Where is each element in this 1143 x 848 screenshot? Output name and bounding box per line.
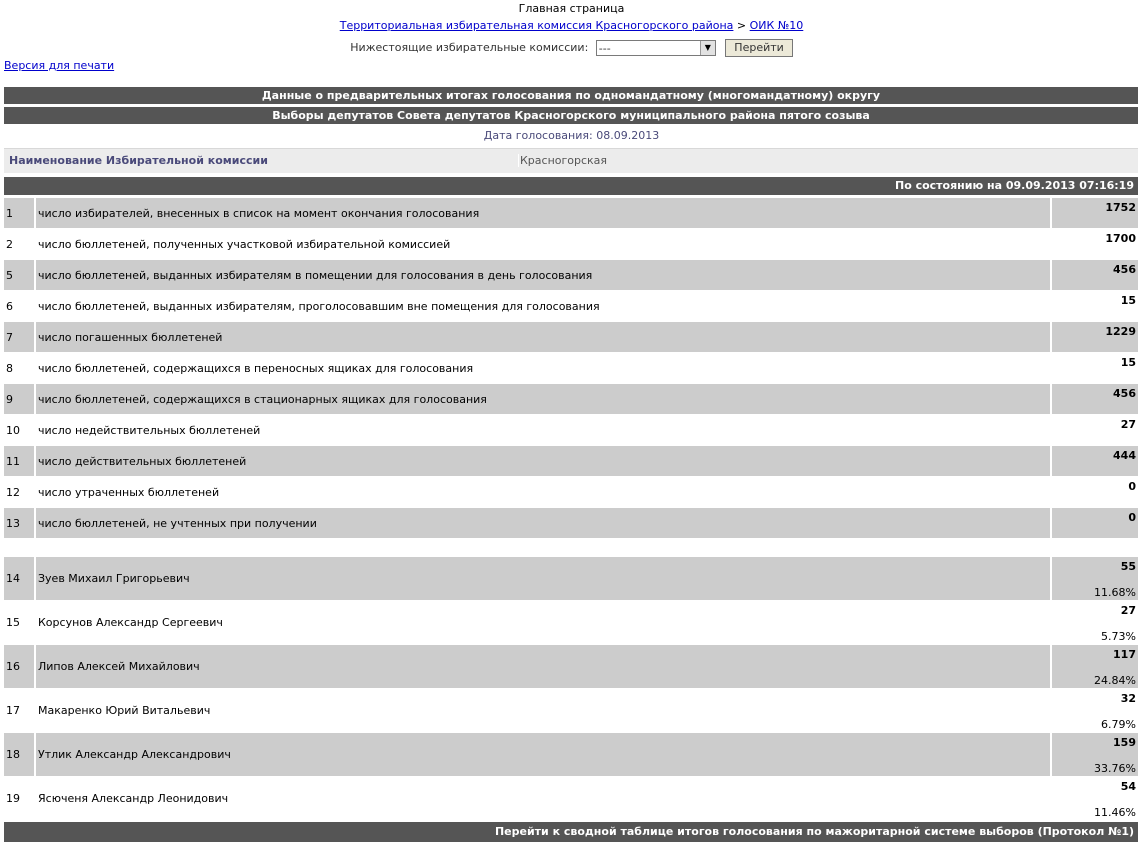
protocol-row: [4, 508, 1138, 538]
protocol-row: [4, 229, 1138, 259]
candidate-percent: 5.73%: [1101, 630, 1136, 643]
protocol-name: число погашенных бюллетеней: [38, 331, 223, 344]
protocol-name: число бюллетеней, полученных участковой избирательной комиссией: [38, 238, 451, 251]
breadcrumb-tik-link[interactable]: Территориальная избирательная комиссия Красногорского района: [339, 19, 734, 32]
column-divider: [34, 689, 36, 732]
protocol-row: [4, 322, 1138, 352]
column-divider: [1050, 477, 1052, 507]
protocol-number: 9: [6, 393, 13, 406]
column-divider: [1050, 322, 1052, 352]
candidate-name: Липов Алексей Михайлович: [38, 660, 200, 673]
column-divider: [1050, 557, 1052, 600]
column-divider: [1050, 645, 1052, 688]
protocol-number: 5: [6, 269, 13, 282]
column-divider: [1050, 446, 1052, 476]
candidate-row: [4, 645, 1138, 688]
protocol-name: число бюллетеней, выданных избирателям, проголосовавшим вне помещения для голосования: [38, 300, 600, 313]
column-divider: [1050, 508, 1052, 538]
protocol-value: 15: [1120, 356, 1136, 369]
protocol-value: 15: [1120, 294, 1136, 307]
candidate-percent: 33.76%: [1094, 762, 1136, 775]
protocol-name: число бюллетеней, содержащихся в переносных ящиках для голосования: [38, 362, 474, 375]
protocol-value: 0: [1128, 480, 1136, 493]
candidate-row: [4, 777, 1138, 820]
candidate-number: 15: [6, 616, 20, 629]
candidate-number: 19: [6, 792, 20, 805]
print-version-link[interactable]: Версия для печати: [4, 59, 115, 72]
column-divider: [34, 384, 36, 414]
column-divider: [34, 446, 36, 476]
protocol-name: число утраченных бюллетеней: [38, 486, 220, 499]
candidate-row: [4, 601, 1138, 644]
lower-commissions-selected: ---: [598, 42, 611, 55]
breadcrumb: [0, 19, 1143, 32]
column-divider: [1050, 384, 1052, 414]
column-divider: [34, 601, 36, 644]
column-divider: [34, 353, 36, 383]
protocol-name: число бюллетеней, выданных избирателям в помещении для голосования в день голосования: [38, 269, 593, 282]
breadcrumb-oik-link[interactable]: ОИК №10: [749, 19, 804, 32]
protocol-number: 11: [6, 455, 20, 468]
protocol-number: 6: [6, 300, 13, 313]
protocol-row: [4, 415, 1138, 445]
lower-commissions-form: [0, 39, 1143, 57]
candidate-row: [4, 689, 1138, 732]
column-divider: [34, 508, 36, 538]
summary-table-link[interactable]: Перейти к сводной таблице итогов голосования по мажоритарной системе выборов (Протокол №1): [4, 822, 1138, 842]
column-divider: [34, 477, 36, 507]
protocol-value: 444: [1113, 449, 1136, 462]
candidate-value: 159: [1113, 736, 1136, 749]
protocol-row: [4, 446, 1138, 476]
protocol-number: 8: [6, 362, 13, 375]
column-divider: [1050, 260, 1052, 290]
column-divider: [34, 557, 36, 600]
candidate-percent: 6.79%: [1101, 718, 1136, 731]
protocol-row: [4, 260, 1138, 290]
candidate-number: 18: [6, 748, 20, 761]
candidate-name: Утлик Александр Александрович: [38, 748, 231, 761]
status-bar: По состоянию на 09.09.2013 07:16:19: [4, 177, 1138, 195]
election-title: Выборы депутатов Совета депутатов Красногорского муниципального района пятого созыва: [4, 107, 1138, 124]
protocol-row: [4, 353, 1138, 383]
candidate-percent: 24.84%: [1094, 674, 1136, 687]
protocol-row: [4, 384, 1138, 414]
candidate-name: Макаренко Юрий Витальевич: [38, 704, 211, 717]
protocol-number: 10: [6, 424, 20, 437]
protocol-number: 13: [6, 517, 20, 530]
protocol-number: 1: [6, 207, 13, 220]
protocol-name: число действительных бюллетеней: [38, 455, 247, 468]
column-divider: [1050, 229, 1052, 259]
column-divider: [34, 733, 36, 776]
lower-commissions-label: Нижестоящие избирательные комиссии:: [350, 41, 589, 54]
protocol-value: 456: [1113, 263, 1136, 276]
home-link[interactable]: Главная страница: [518, 2, 625, 15]
column-divider: [1050, 689, 1052, 732]
protocol-value: 0: [1128, 511, 1136, 524]
column-divider: [1050, 353, 1052, 383]
protocol-value: 456: [1113, 387, 1136, 400]
commission-value: Красногорская: [520, 154, 608, 167]
candidate-number: 17: [6, 704, 20, 717]
candidate-value: 32: [1120, 692, 1136, 705]
column-divider: [34, 198, 36, 228]
breadcrumb-separator: >: [736, 19, 747, 32]
candidate-percent: 11.68%: [1094, 586, 1136, 599]
column-divider: [34, 322, 36, 352]
column-divider: [1050, 777, 1052, 820]
commission-row: [4, 148, 1138, 173]
column-divider: [34, 229, 36, 259]
protocol-row: [4, 477, 1138, 507]
candidate-name: Зуев Михаил Григорьевич: [38, 572, 190, 585]
candidate-value: 117: [1113, 648, 1136, 661]
candidate-number: 16: [6, 660, 20, 673]
protocol-number: 12: [6, 486, 20, 499]
protocol-number: 7: [6, 331, 13, 344]
protocol-value: 1752: [1105, 201, 1136, 214]
candidate-name: Ясюченя Александр Леонидович: [38, 792, 229, 805]
go-button[interactable]: Перейти: [725, 39, 793, 57]
column-divider: [1050, 601, 1052, 644]
lower-commissions-select[interactable]: [596, 40, 716, 56]
column-divider: [1050, 733, 1052, 776]
column-divider: [1050, 198, 1052, 228]
candidate-row: [4, 557, 1138, 600]
protocol-row: [4, 198, 1138, 228]
column-divider: [1050, 415, 1052, 445]
protocol-name: число бюллетеней, не учтенных при получении: [38, 517, 317, 530]
protocol-value: 1700: [1105, 232, 1136, 245]
protocol-number: 2: [6, 238, 13, 251]
protocol-name: число бюллетеней, содержащихся в стационарных ящиках для голосования: [38, 393, 487, 406]
vote-date: Дата голосования: 08.09.2013: [483, 129, 660, 142]
protocol-row: [4, 291, 1138, 321]
protocol-value: 1229: [1105, 325, 1136, 338]
commission-label: Наименование Избирательной комиссии: [9, 154, 268, 167]
results-title: Данные о предварительных итогах голосования по одномандатному (многомандатному) округу: [4, 87, 1138, 104]
candidate-number: 14: [6, 572, 20, 585]
column-divider: [34, 415, 36, 445]
protocol-name: число избирателей, внесенных в список на момент окончания голосования: [38, 207, 480, 220]
column-divider: [34, 260, 36, 290]
candidate-row: [4, 733, 1138, 776]
candidate-value: 27: [1120, 604, 1136, 617]
candidate-value: 54: [1120, 780, 1136, 793]
column-divider: [34, 291, 36, 321]
column-divider: [34, 777, 36, 820]
candidate-value: 55: [1120, 560, 1136, 573]
protocol-value: 27: [1120, 418, 1136, 431]
candidate-percent: 11.46%: [1094, 806, 1136, 819]
candidate-name: Корсунов Александр Сергеевич: [38, 616, 223, 629]
column-divider: [1050, 291, 1052, 321]
protocol-name: число недействительных бюллетеней: [38, 424, 261, 437]
chevron-down-icon[interactable]: ▼: [700, 41, 715, 55]
column-divider: [34, 645, 36, 688]
